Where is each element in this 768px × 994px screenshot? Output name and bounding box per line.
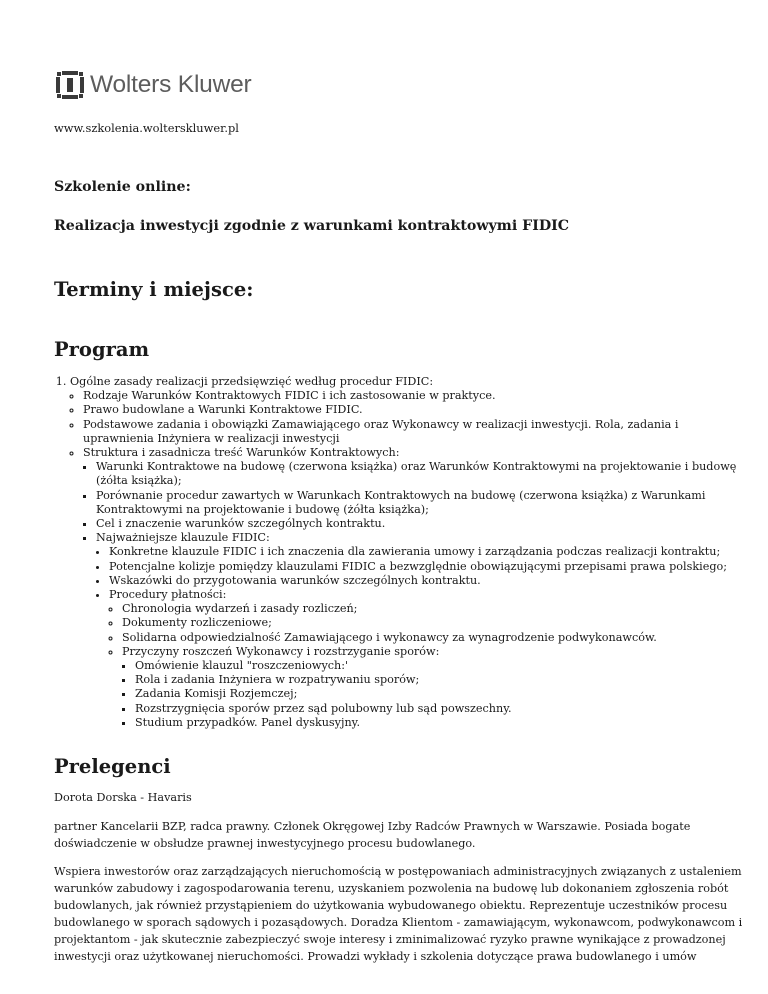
list-item: • Wskazówki do przygotowania warunków szczególnych kontraktu. [109,574,744,588]
website-url[interactable]: www.szkolenia.wolterskluwer.pl [54,121,239,135]
list-item: ◦ Podstawowe zadania i obowiązki Zamawiającego oraz Wykonawcy w realizacji inwestycji. Rola, zadania i uprawnienia Inżyniera w realizacji inwestycji [83,418,744,446]
list-item: 1. Ogólne zasady realizacji przedsięwzięć według procedur FIDIC: ◦ Rodzaje Warunków Kontraktowych FIDIC i ich zastosowanie w praktyce. ◦ Prawo budowlane a Warunki Kontraktowe FIDIC. ◦ Podstawowe zadania i obowiązki Zamawiającego oraz Wykonawcy w realizacji inwestycji. Rola, zadania i uprawnienia Inżyniera w realizacji inwestycji ◦ Struktura i zasadnicza treść Warunków Kontraktowych: ▪ Warunki Kontraktowe na budowę (czerwona książka) oraz Warunków Kontraktowymi na projektowanie i budowę (żółta książka); ▪ Porównanie procedur zawartych w Warunkach Kontraktowych na budowę (czerwona książka) z Warunkami Kontraktowymi na projektowanie i budowę (żółta książka); ▪ Cel i znaczenie warunków szczególnych kontraktu. ▪ Najważniejsze klauzule FIDIC: • Konkretne klauzule FIDIC i ich znaczenia dla zawierania umowy i zarządzania podczas realizacji kontraktu; • Potencjalne kolizje pomiędzy klauzulami FIDIC a bezwzględnie obowiązującymi przepisami prawa polskiego; • Wskazówki do przygotowania warunków szczególnych kontraktu. • Procedury płatności: ◦ Chronologia wydarzeń i zasady rozliczeń; ◦ Dokumenty rozliczeniowe; ◦ Solidarna odpowiedzialność Zamawiającego i wykonawcy za wynagrodzenie podwykonawców. ◦ Przyczyny roszczeń Wykonawcy i rozstrzyganie sporów: ▪ Omówienie klauzul "roszczeniowych:' ▪ Rola i zadania Inżyniera w rozpatrywaniu sporów; ▪ Zadania Komisji Rozjemczej; ▪ Rozstrzygnięcia sporów przez sąd polubowny lub sąd powszechny. ▪ Studium przypadków. Panel dyskusyjny. [70,375,744,730]
training-title: Realizacja inwestycji zgodnie z warunkami kontraktowymi FIDIC [54,218,570,234]
list-item: • Procedury płatności: ◦ Chronologia wydarzeń i zasady rozliczeń; ◦ Dokumenty rozliczeniowe; ◦ Solidarna odpowiedzialność Zamawiającego i wykonawcy za wynagrodzenie podwykonawców. ◦ Przyczyny roszczeń Wykonawcy i rozstrzyganie sporów: ▪ Omówienie klauzul "roszczeniowych:' ▪ Rola i zadania Inżyniera w rozpatrywaniu sporów; ▪ Zadania Komisji Rozjemczej; ▪ Rozstrzygnięcia sporów przez sąd polubowny lub sąd powszechny. ▪ Studium przypadków. Panel dyskusyjny. [109,588,744,730]
speaker-bio-details: Wspiera inwestorów oraz zarządzających nieruchomością w postępowaniach administracyjnych związanych z ustaleniem warunków zabudowy i zagospodarowania terenu, uzyskaniem pozwolenia na budowę lub dokonaniem zgłoszenia robót budowlanych, jak również przystąpieniem do użytkowania wybudowanego obiektu. Reprezentuje uczestników procesu budowlanego w sporach sądowych i pozasądowych. Doradza Klientom - zamawiającym, wykonawcom, podwykonawcom i projektantom - jak skutecznie zabezpieczyć swoje interesy i zminimalizować ryzyko prawne wynikające z prowadzonej inwestycji oraz użytkowanej nieruchomości. Prowadzi wykłady i szkolenia dotyczące prawa budowlanego i umów [54,865,743,963]
list-item: ◦ Rodzaje Warunków Kontraktowych FIDIC i ich zastosowanie w praktyce. [83,389,744,403]
list-item: ▪ Warunki Kontraktowe na budowę (czerwona książka) oraz Warunków Kontraktowymi na projektowanie i budowę (żółta książka); [96,460,744,488]
list-item: ▪ Omówienie klauzul "roszczeniowych:' [135,659,744,673]
list-item: ▪ Zadania Komisji Rozjemczej; [135,687,744,701]
program-list [54,375,744,730]
speakers-heading: Prelegenci [54,755,171,778]
list-item: ◦ Solidarna odpowiedzialność Zamawiającego i wykonawcy za wynagrodzenie podwykonawców. [122,631,744,645]
list-item: ◦ Chronologia wydarzeń i zasady rozliczeń; [122,602,744,616]
speaker-bio-intro: partner Kancelarii BZP, radca prawny. Członek Okręgowej Izby Radców Prawnych w Warszawie. Posiada bogate doświadczenie w obsłudze prawnej inwestycyjnego procesu budowlanego. [54,820,691,850]
list-item: ◦ Dokumenty rozliczeniowe; [122,616,744,630]
dates-heading: Terminy i miejsce: [54,278,254,301]
list-item: ▪ Cel i znaczenie warunków szczególnych kontraktu. [96,517,744,531]
list-item: ◦ Przyczyny roszczeń Wykonawcy i rozstrzyganie sporów: ▪ Omówienie klauzul "roszczeniowych:' ▪ Rola i zadania Inżyniera w rozpatrywaniu sporów; ▪ Zadania Komisji Rozjemczej; ▪ Rozstrzygnięcia sporów przez sąd polubowny lub sąd powszechny. ▪ Studium przypadków. Panel dyskusyjny. [122,645,744,730]
list-item: ◦ Struktura i zasadnicza treść Warunków Kontraktowych: ▪ Warunki Kontraktowe na budowę (czerwona książka) oraz Warunków Kontraktowymi na projektowanie i budowę (żółta książka); ▪ Porównanie procedur zawartych w Warunkach Kontraktowych na budowę (czerwona książka) z Warunkami Kontraktowymi na projektowanie i budowę (żółta książka); ▪ Cel i znaczenie warunków szczególnych kontraktu. ▪ Najważniejsze klauzule FIDIC: • Konkretne klauzule FIDIC i ich znaczenia dla zawierania umowy i zarządzania podczas realizacji kontraktu; • Potencjalne kolizje pomiędzy klauzulami FIDIC a bezwzględnie obowiązującymi przepisami prawa polskiego; • Wskazówki do przygotowania warunków szczególnych kontraktu. • Procedury płatności: ◦ Chronologia wydarzeń i zasady rozliczeń; ◦ Dokumenty rozliczeniowe; ◦ Solidarna odpowiedzialność Zamawiającego i wykonawcy za wynagrodzenie podwykonawców. ◦ Przyczyny roszczeń Wykonawcy i rozstrzyganie sporów: ▪ Omówienie klauzul "roszczeniowych:' ▪ Rola i zadania Inżyniera w rozpatrywaniu sporów; ▪ Zadania Komisji Rozjemczej; ▪ Rozstrzygnięcia sporów przez sąd polubowny lub sąd powszechny. ▪ Studium przypadków. Panel dyskusyjny. [83,446,744,730]
wolters-kluwer-mark-icon [54,69,86,101]
list-item: ◦ Prawo budowlane a Warunki Kontraktowe FIDIC. [83,403,744,417]
speaker-name: Dorota Dorska - Havaris [54,791,192,804]
list-item: ▪ Rola i zadania Inżyniera w rozpatrywaniu sporów; [135,673,744,687]
list-item: ▪ Najważniejsze klauzule FIDIC: • Konkretne klauzule FIDIC i ich znaczenia dla zawierania umowy i zarządzania podczas realizacji kontraktu; • Potencjalne kolizje pomiędzy klauzulami FIDIC a bezwzględnie obowiązującymi przepisami prawa polskiego; • Wskazówki do przygotowania warunków szczególnych kontraktu. • Procedury płatności: ◦ Chronologia wydarzeń i zasady rozliczeń; ◦ Dokumenty rozliczeniowe; ◦ Solidarna odpowiedzialność Zamawiającego i wykonawcy za wynagrodzenie podwykonawców. ◦ Przyczyny roszczeń Wykonawcy i rozstrzyganie sporów: ▪ Omówienie klauzul "roszczeniowych:' ▪ Rola i zadania Inżyniera w rozpatrywaniu sporów; ▪ Zadania Komisji Rozjemczej; ▪ Rozstrzygnięcia sporów przez sąd polubowny lub sąd powszechny. ▪ Studium przypadków. Panel dyskusyjny. [96,531,744,730]
list-item: • Konkretne klauzule FIDIC i ich znaczenia dla zawierania umowy i zarządzania podczas realizacji kontraktu; [109,545,744,559]
list-item: ▪ Studium przypadków. Panel dyskusyjny. [135,716,744,730]
list-item: ▪ Rozstrzygnięcia sporów przez sąd polubowny lub sąd powszechny. [135,702,744,716]
wolters-kluwer-logo[interactable] [54,69,252,101]
training-label: Szkolenie online: [54,179,191,195]
program-heading: Program [54,338,150,361]
logo-text: Wolters Kluwer [90,71,252,98]
list-item: ▪ Porównanie procedur zawartych w Warunkach Kontraktowych na budowę (czerwona książka) z Warunkami Kontraktowymi na projektowanie i budowę (żółta książka); [96,489,744,517]
list-item: • Potencjalne kolizje pomiędzy klauzulami FIDIC a bezwzględnie obowiązującymi przepisami prawa polskiego; [109,560,744,574]
